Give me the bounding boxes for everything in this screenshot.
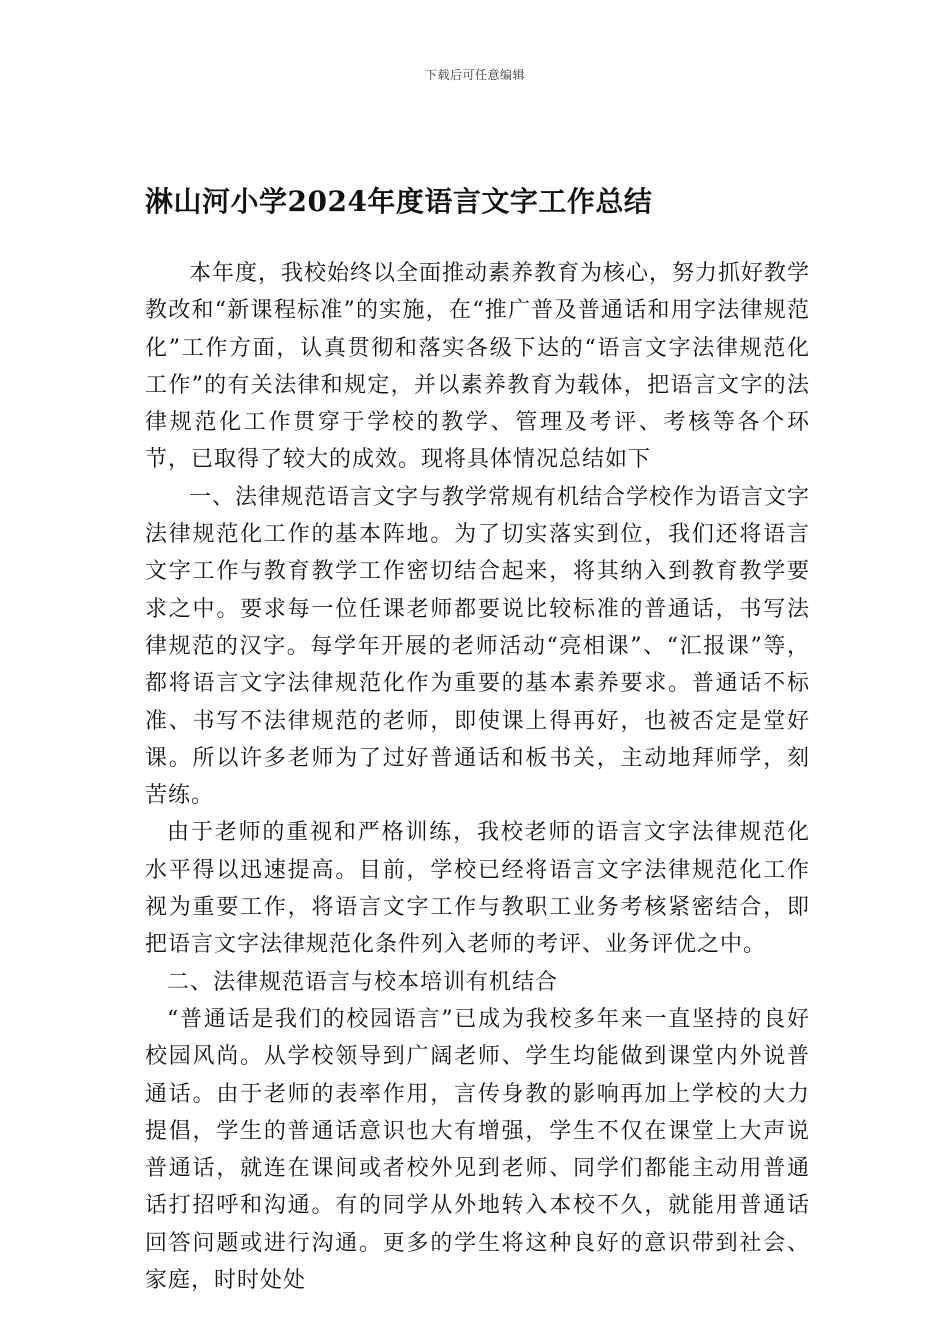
document-title: 淋山河小学2024年度语言文字工作总结 [145, 185, 653, 218]
paragraph-campus-language: “普通话是我们的校园语言”已成为我校多年来一直坚持的良好校园风尚。从学校领导到广阔老师、学生均能做到课堂内外说普通话。由于老师的表率作用，言传身教的影响再加上学校的大力提倡，学生的普通话意识也大有增强，学生不仅在课堂上大声说普通话，就连在课间或者校外见到老师、同学们都能主动用普通话打招呼和沟通。有的同学从外地转入本校不久，就能用普通话回答问题或进行沟通。更多的学生将这种良好的意识带到社会、家庭，时时处处 [145, 1006, 810, 1294]
header-note: 下载后可任意编辑 [424, 68, 525, 82]
document-body [145, 255, 810, 1299]
paragraph-section-two-heading: 二、法律规范语言与校本培训有机结合 [167, 969, 559, 995]
paragraph-section-one: 一、法律规范语言文字与教学常规有机结合学校作为语言文字法律规范化工作的基本阵地。为了切实落实到位，我们还将语言文字工作与教育教学工作密切结合起来，将其纳入到教育教学要求之中。要求每一位任课老师都要说比较标准的普通话，书写法律规范的汉字。每学年开展的老师活动“亮相课”、“汇报课”等，都将语言文字法律规范化作为重要的基本素养要求。普通话不标准、书写不法律规范的老师，即使课上得再好，也被否定是堂好课。所以许多老师为了过好普通话和板书关，主动地拜师学，刻苦练。 [145, 484, 811, 809]
paragraph-intro: 本年度，我校始终以全面推动素养教育为核心，努力抓好教学教改和“新课程标准”的实施，在“推广普及普通话和用字法律规范化”工作方面，认真贯彻和落实各级下达的“语言文字法律规范化工作”的有关法律和规定，并以素养教育为载体，把语言文字的法律规范化工作贯穿于学校的教学、管理及考评、考核等各个环节，已取得了较大的成效。现将具体情况总结如下 [145, 261, 811, 473]
paragraph-teacher-training: 由于老师的重视和严格训练，我校老师的语言文字法律规范化水平得以迅速提高。目前，学校已经将语言文字法律规范化工作视为重要工作，将语言文字工作与教职工业务考核紧密结合，即把语言文字法律规范化条件列入老师的考评、业务评优之中。 [145, 820, 810, 958]
